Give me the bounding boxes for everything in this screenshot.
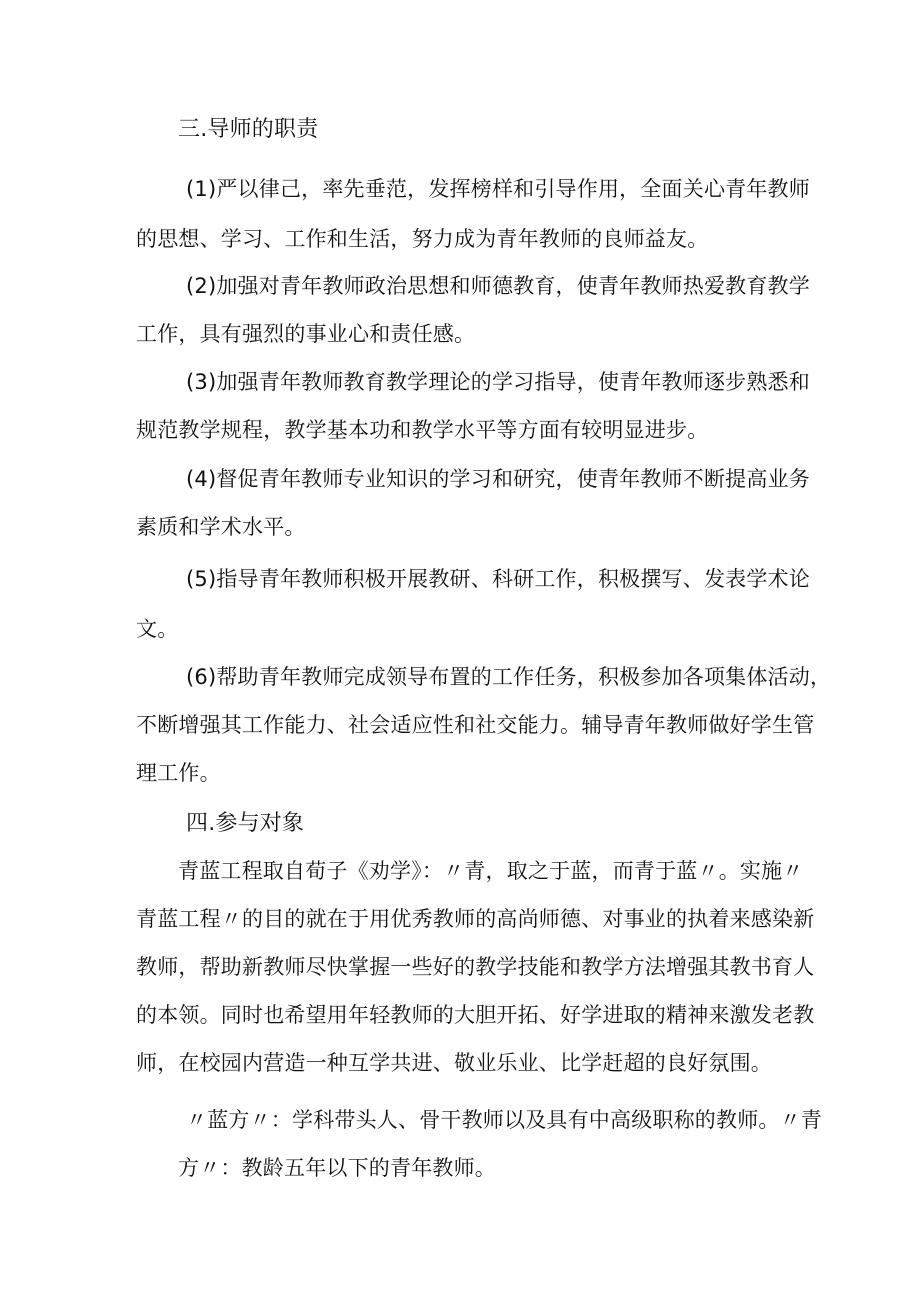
duty-2-line-1: (2)加强对青年教师政治思想和师德教育，使青年教师热爱教育教学 bbox=[186, 274, 810, 298]
intro-line-3: 教师，帮助新教师尽快掌握一些好的教学技能和教学方法增强其教书育人 bbox=[136, 955, 815, 979]
duty-4-line-2: 素质和学术水平。 bbox=[136, 515, 306, 539]
intro-line-1: 青蓝工程取自荀子《劝学》：〃青，取之于蓝，而青于蓝〃。实施〃 bbox=[178, 859, 804, 883]
section-3-heading: 三.导师的职责 bbox=[178, 117, 319, 142]
definition-line-2: 方〃：教龄五年以下的青年教师。 bbox=[178, 1156, 496, 1180]
duty-5-line-1: (5)指导青年教师积极开展教研、科研工作，积极撰写、发表学术论 bbox=[186, 567, 810, 591]
duty-6-line-1: (6)帮助青年教师完成领导布置的工作任务，积极参加各项集体活动， bbox=[186, 665, 832, 689]
section-4-heading: 四.参与对象 bbox=[186, 811, 305, 836]
duty-1-line-2: 的思想、学习、工作和生活，努力成为青年教师的良师益友。 bbox=[136, 227, 709, 251]
definition-line-1: 〃蓝方〃：学科带头人、骨干教师以及具有中高级职称的教师。〃青 bbox=[186, 1108, 822, 1132]
duty-1-line-1: (1)严以律己，率先垂范，发挥榜样和引导作用，全面关心青年教师 bbox=[186, 177, 810, 201]
duty-2-line-2: 工作，具有强烈的事业心和责任感。 bbox=[136, 322, 476, 346]
duty-5-line-2: 文。 bbox=[136, 617, 179, 641]
duty-3-line-2: 规范教学规程，教学基本功和教学水平等方面有较明显进步。 bbox=[136, 418, 709, 442]
intro-line-4: 的本领。同时也希望用年轻教师的大胆开拓、好学进取的精神来激发老教 bbox=[136, 1003, 815, 1027]
intro-line-2: 青蓝工程〃的目的就在于用优秀教师的高尚师德、对事业的执着来感染新 bbox=[136, 907, 815, 931]
duty-3-line-1: (3)加强青年教师教育教学理论的学习指导，使青年教师逐步熟悉和 bbox=[186, 370, 810, 394]
duty-6-line-3: 理工作。 bbox=[136, 761, 221, 785]
duty-4-line-1: (4)督促青年教师专业知识的学习和研究，使青年教师不断提高业务 bbox=[186, 467, 810, 491]
intro-line-5: 师，在校园内营造一种互学共进、敬业乐业、比学赶超的良好氛围。 bbox=[136, 1051, 772, 1075]
duty-6-line-2: 不断增强其工作能力、社会适应性和社交能力。辅导青年教师做好学生管 bbox=[136, 713, 815, 737]
